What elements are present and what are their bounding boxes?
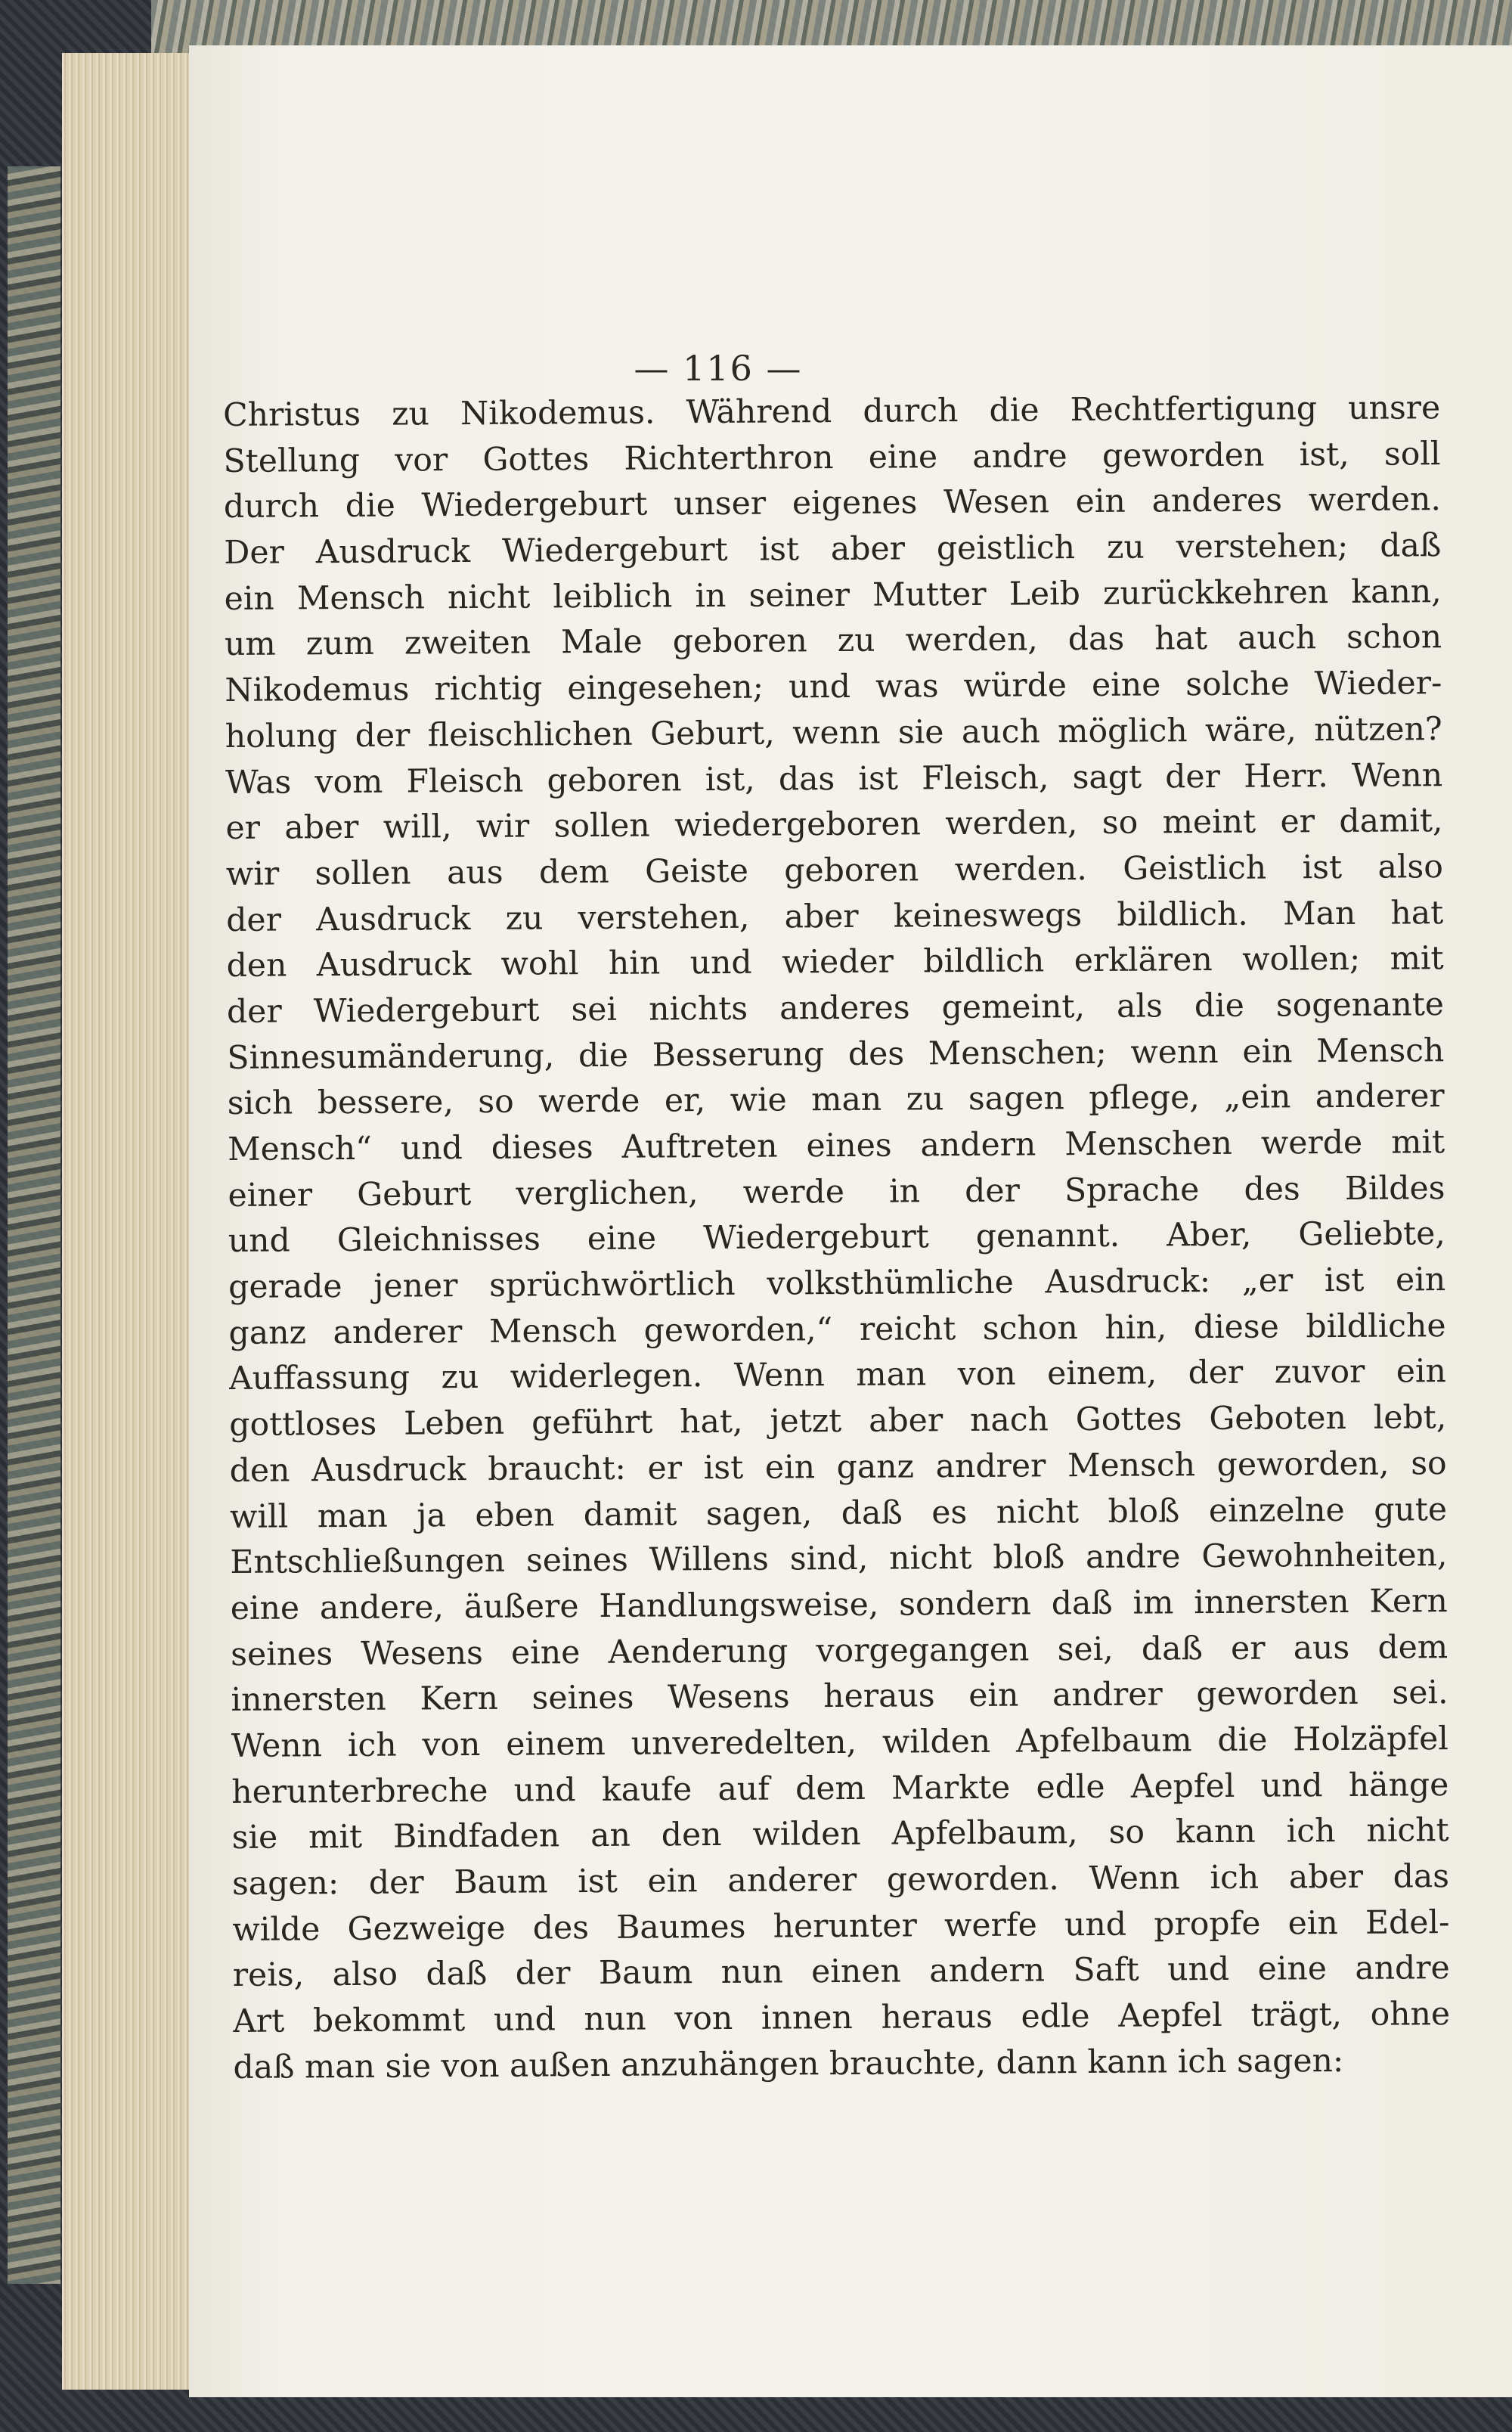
body-text xyxy=(223,386,1451,2155)
text-line: um zum zweiten Male geboren zu werden, das hat auch schon xyxy=(224,619,1442,664)
text-line: sie mit Bindfaden an den wilden Apfelbaum, so kann ich nicht xyxy=(231,1812,1449,1857)
text-line: daß man sie von außen anzuhängen brauchte, dann kann ich sagen: xyxy=(233,2042,1344,2086)
text-line: wilde Gezweige des Baumes herunter werfe und propfe ein Edel- xyxy=(232,1903,1450,1949)
text-line: Auffassung zu widerlegen. Wenn man von einem, der zuvor ein xyxy=(228,1353,1447,1398)
page-number: — 116 — xyxy=(634,348,803,389)
text-line: Art bekommt und nun von innen heraus edle Aepfel trägt, ohne xyxy=(233,1996,1451,2041)
text-line: Mensch“ und dieses Auftreten eines andern Menschen werde mit xyxy=(227,1124,1445,1168)
text-line: den Ausdruck braucht: er ist ein ganz andrer Mensch geworden, so xyxy=(229,1444,1447,1490)
text-line: reis, also daß der Baum nun einen andern Saft und eine andre xyxy=(232,1950,1450,1995)
text-line: der Wiedergeburt sei nichts anderes gemeint, als die sogenante xyxy=(226,986,1445,1031)
marbled-edge-left xyxy=(8,166,60,2284)
text-line: Der Ausdruck Wiedergeburt ist aber geistlich zu verstehen; daß xyxy=(224,527,1442,572)
text-line: er aber will, wir sollen wiedergeboren werden, so meint er damit, xyxy=(225,802,1443,848)
text-line: Was vom Fleisch geboren ist, das ist Fleisch, sagt der Herr. Wenn xyxy=(225,756,1443,802)
text-line: den Ausdruck wohl hin und wieder bildlich erklären wollen; mit xyxy=(226,940,1444,985)
text-line: Nikodemus richtig eingesehen; und was würde eine solche Wieder- xyxy=(225,665,1442,710)
text-line: Sinnesumänderung, die Besserung des Menschen; wenn ein Mensch xyxy=(227,1031,1445,1077)
page-edges xyxy=(62,53,192,2390)
text-line: Wenn ich von einem unveredelten, wilden Apfelbaum die Holzäpfel xyxy=(231,1720,1449,1765)
text-line: ganz anderer Mensch geworden,“ reicht schon hin, diese bildliche xyxy=(228,1307,1446,1352)
text-line: gerade jener sprüchwörtlich volksthümliche Ausdruck: „er ist ein xyxy=(228,1261,1446,1307)
text-line: ein Mensch nicht leiblich in seiner Mutter Leib zurückkehren kann, xyxy=(224,572,1442,618)
text-line: seines Wesens eine Aenderung vorgegangen sei, daß er aus dem xyxy=(231,1628,1448,1674)
text-line: herunterbreche und kaufe auf dem Markte edle Aepfel und hänge xyxy=(231,1766,1449,1811)
text-line: eine andere, äußere Handlungsweise, sondern daß im innersten Kern xyxy=(230,1583,1448,1627)
text-line: einer Geburt verglichen, werde in der Sprache des Bildes xyxy=(228,1169,1445,1214)
text-line: will man ja eben damit sagen, daß es nicht bloß einzelne gute xyxy=(229,1491,1448,1536)
text-line: Entschließungen seines Willens sind, nicht bloß andre Gewohnheiten, xyxy=(230,1537,1448,1582)
text-line: und Gleichnisses eine Wiedergeburt genannt. Aber, Geliebte, xyxy=(228,1215,1445,1261)
text-line: holung der fleischlichen Geburt, wenn sie auch möglich wäre, nützen? xyxy=(225,710,1442,755)
text-line: gottloses Leben geführt hat, jetzt aber nach Gottes Geboten lebt, xyxy=(229,1399,1447,1444)
text-line: wir sollen aus dem Geiste geboren werden. Geistlich ist also xyxy=(225,848,1444,893)
text-line: innersten Kern seines Wesens heraus ein andrer geworden sei. xyxy=(231,1674,1448,1720)
text-line: Stellung vor Gottes Richterthron eine andre geworden ist, soll xyxy=(223,435,1441,480)
text-line: sagen: der Baum ist ein anderer geworden. Wenn ich aber das xyxy=(231,1858,1450,1903)
text-line: Christus zu Nikodemus. Während durch die Rechtfertigung unsre xyxy=(223,389,1441,434)
text-line: durch die Wiedergeburt unser eigenes Wesen ein anderes werden. xyxy=(223,481,1442,526)
text-line: der Ausdruck zu verstehen, aber keineswegs bildlich. Man hat xyxy=(226,894,1444,939)
text-line: sich bessere, so werde er, wie man zu sagen pflege, „ein anderer xyxy=(227,1078,1445,1123)
